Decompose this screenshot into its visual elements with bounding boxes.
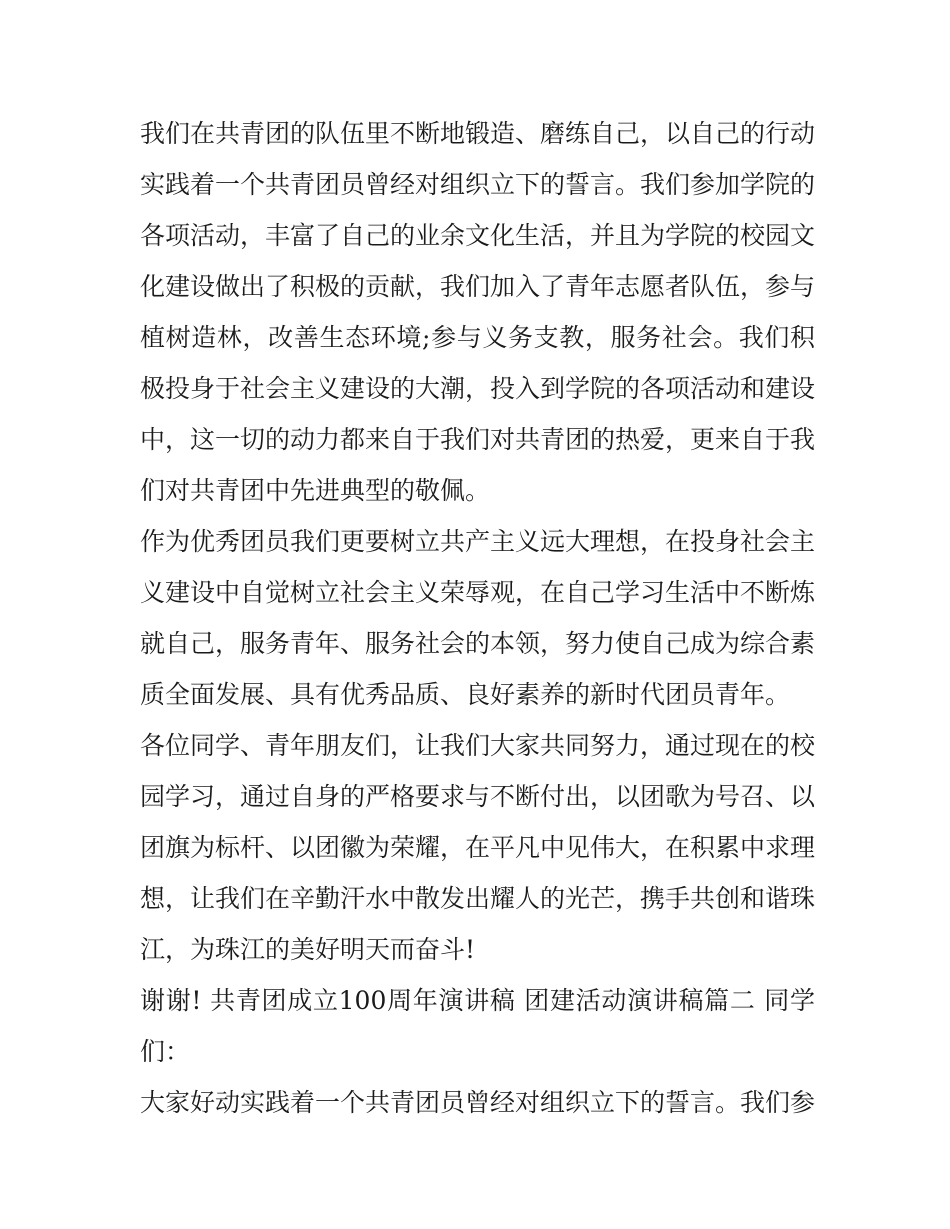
document-body (140, 108, 815, 1128)
paragraph: 各位同学、青年朋友们，让我们大家共同努力，通过现在的校园学习，通过自身的严格要求与不断付出，以团歌为号召、以团旗为标杆、以团徽为荣耀，在平凡中见伟大，在积累中求理想，让我们在辛勤汗水中散发出耀人的光芒，携手共创和谐珠江，为珠江的美好明天而奋斗! (140, 731, 816, 964)
paragraph: 我们在共青团的队伍里不断地锻造、磨练自己，以自己的行动实践着一个共青团员曾经对组织立下的誓言。我们参加学院的各项活动，丰富了自己的业余文化生活，并且为学院的校园文化建设做出了积极的贡献，我们加入了青年志愿者队伍，参与植树造林，改善生态环境;参与义务支教，服务社会。我们积极投身于社会主义建设的大潮，投入到学院的各项活动和建设中，这一切的动力都来自于我们对共青团的热爱，更来自于我们对共青团中先进典型的敬佩。 (140, 119, 816, 505)
paragraph: 作为优秀团员我们更要树立共产主义远大理想，在投身社会主义建设中自觉树立社会主义荣辱观，在自己学习生活中不断炼就自己，服务青年、服务社会的本领，努力使自己成为综合素质全面发展、具有优秀品质、良好素养的新时代团员青年。 (140, 527, 816, 709)
paragraph: 大家好动实践着一个共青团员曾经对组织立下的誓言。我们参 (140, 1088, 816, 1117)
paragraph: 谢谢! 共青团成立100周年演讲稿 团建活动演讲稿篇二 同学们： (140, 986, 815, 1066)
